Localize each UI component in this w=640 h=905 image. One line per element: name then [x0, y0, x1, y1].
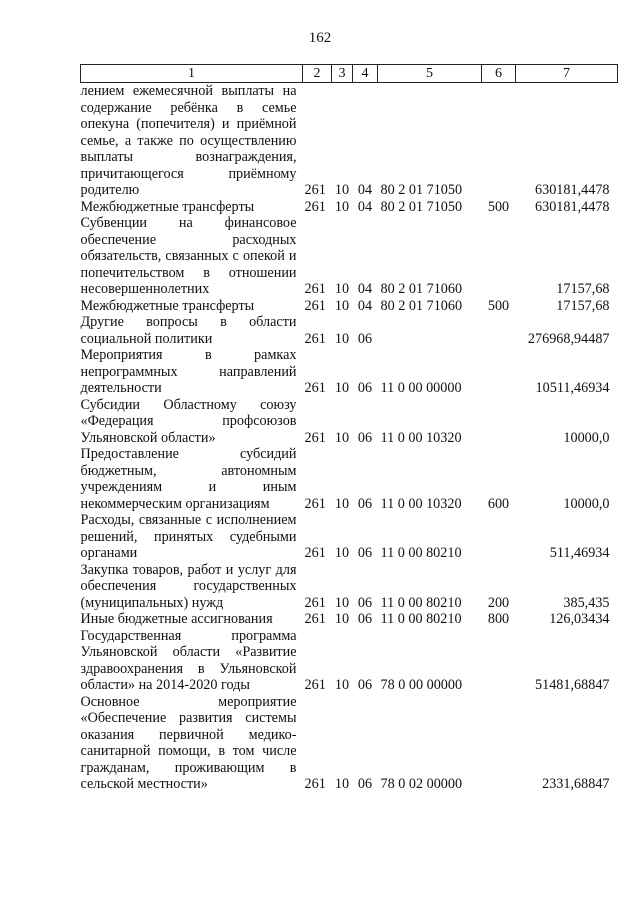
- page-number: 162: [308, 30, 332, 46]
- row-csr: 78 0 00 00000: [380, 677, 463, 693]
- row-name: Межбюджетные трансферты: [80, 297, 255, 314]
- row-sum: 10511,46934: [535, 380, 610, 396]
- row-name: Закупка товаров, работ и услуг для обеспечения государственных (муниципальных) нужд: [80, 561, 297, 611]
- row-csr: 11 0 00 10320: [380, 429, 462, 446]
- row-name: Мероприятия в рамках непрограммных направлений деятельности: [80, 347, 297, 396]
- row-rz: 10: [334, 545, 350, 561]
- row-vr: [482, 628, 516, 694]
- row-pr: 06: [357, 776, 373, 792]
- row-pr: 06: [357, 594, 373, 611]
- row-rz: 10: [334, 611, 350, 627]
- row-rz: 10: [334, 281, 350, 297]
- row-rz: 10: [334, 594, 350, 611]
- row-name: Межбюджетные трансферты: [80, 198, 255, 215]
- header-col-5: 5: [378, 65, 482, 83]
- row-pr: 06: [357, 330, 373, 347]
- row-sum: 51481,68847: [535, 677, 610, 693]
- row-csr: 11 0 00 80210: [380, 611, 462, 627]
- row-name: Предоставление субсидий бюджетным, автономным учреждениям и иным некоммерческим организациям: [80, 446, 297, 512]
- row-vr: 500: [487, 297, 510, 314]
- row-rz: 10: [334, 330, 350, 347]
- row-sum: 17157,68: [556, 281, 610, 297]
- header-col-2: 2: [303, 65, 332, 83]
- row-sum: 10000,0: [563, 495, 610, 512]
- row-gr: 261: [304, 594, 326, 611]
- row-csr: [378, 314, 482, 347]
- table-row: [81, 314, 618, 347]
- header-col-6: 6: [482, 65, 516, 83]
- row-sum: 630181,4478: [535, 198, 610, 215]
- row-csr: 80 2 01 71050: [380, 182, 463, 198]
- row-vr: [482, 512, 516, 562]
- row-rz: 10: [334, 495, 350, 512]
- row-pr: 04: [357, 297, 373, 314]
- budget-table: [80, 64, 618, 793]
- header-col-4: 4: [353, 65, 378, 83]
- row-name: Расходы, связанные с исполнением решений, принятых судебными органами: [80, 512, 297, 561]
- row-pr: 06: [357, 380, 373, 396]
- header-col-3: 3: [332, 65, 353, 83]
- row-csr: 80 2 01 71050: [380, 198, 463, 215]
- row-name: Государственная программа Ульяновской области «Развитие здравоохранения в Ульяновской области» на 2014-2020 годы: [80, 627, 297, 693]
- row-gr: 261: [304, 297, 326, 314]
- row-vr: 600: [487, 495, 510, 512]
- row-rz: 10: [334, 776, 350, 792]
- table-row: [81, 215, 618, 298]
- table-row: [81, 397, 618, 447]
- row-sum: 511,46934: [549, 545, 610, 561]
- row-vr: 500: [487, 198, 510, 215]
- row-gr: 261: [304, 198, 326, 215]
- table-body: [81, 83, 618, 793]
- row-name: лением ежемесячной выплаты на содержание ребёнка в семье опекуна (попечителя) и приёмной семье, а также по осуществлению выплаты вознаграждения, причитающегося приёмному родителю: [80, 83, 297, 198]
- table-row: [81, 347, 618, 397]
- table-row: [81, 512, 618, 562]
- row-vr: 800: [487, 611, 510, 627]
- row-rz: 10: [334, 429, 350, 446]
- row-rz: 10: [334, 297, 350, 314]
- row-sum: 630181,4478: [535, 182, 610, 198]
- row-rz: 10: [334, 198, 350, 215]
- row-sum: 126,03434: [549, 611, 610, 627]
- table-row: [81, 83, 618, 199]
- row-sum: 276968,94487: [527, 330, 610, 347]
- row-pr: 06: [357, 429, 373, 446]
- row-name: Субвенции на финансовое обеспечение расходных обязательств, связанных с опекой и попечительством в отношении несовершеннолетних: [80, 215, 297, 297]
- row-sum: 10000,0: [563, 429, 610, 446]
- row-pr: 06: [357, 611, 373, 627]
- row-csr: 11 0 00 00000: [380, 380, 462, 396]
- row-name: Субсидии Областному союзу «Федерация профсоюзов Ульяновской области»: [80, 396, 297, 446]
- row-gr: 261: [304, 380, 326, 396]
- row-gr: 261: [304, 182, 326, 198]
- row-name: Другие вопросы в области социальной политики: [80, 314, 297, 347]
- row-gr: 261: [304, 281, 326, 297]
- row-vr: [482, 347, 516, 397]
- row-vr: [482, 314, 516, 347]
- table-header: [81, 65, 618, 83]
- row-vr: [482, 397, 516, 447]
- row-sum: 385,435: [563, 594, 610, 611]
- row-pr: 04: [357, 198, 373, 215]
- table-row: [81, 298, 618, 315]
- row-pr: 06: [357, 677, 373, 693]
- row-csr: 78 0 02 00000: [380, 776, 463, 792]
- row-sum: 17157,68: [556, 297, 610, 314]
- table-row: [81, 628, 618, 694]
- row-gr: 261: [304, 776, 326, 792]
- row-pr: 06: [357, 495, 373, 512]
- table-row: [81, 694, 618, 793]
- row-name: Основное мероприятие «Обеспечение развития системы оказания первичной медико-санитарной помощи, в том числе гражданам, проживающим в сельской местности»: [80, 693, 297, 792]
- row-gr: 261: [304, 677, 326, 693]
- table-row: [81, 446, 618, 512]
- row-vr: 200: [487, 594, 510, 611]
- table-row: [81, 199, 618, 216]
- row-rz: 10: [334, 182, 350, 198]
- row-gr: 261: [304, 495, 326, 512]
- row-csr: 80 2 01 71060: [380, 297, 463, 314]
- table-row: [81, 611, 618, 628]
- row-gr: 261: [304, 429, 326, 446]
- row-pr: 06: [357, 545, 373, 561]
- row-rz: 10: [334, 380, 350, 396]
- row-gr: 261: [304, 330, 326, 347]
- row-name: Иные бюджетные ассигнования: [80, 611, 273, 627]
- row-csr: 11 0 00 10320: [380, 495, 462, 512]
- row-gr: 261: [304, 611, 326, 627]
- row-pr: 04: [357, 281, 373, 297]
- header-col-1: 1: [81, 65, 303, 83]
- row-vr: [482, 694, 516, 793]
- row-pr: 04: [357, 182, 373, 198]
- row-rz: 10: [334, 677, 350, 693]
- table-row: [81, 562, 618, 612]
- row-gr: 261: [304, 545, 326, 561]
- row-sum: 2331,68847: [542, 776, 610, 792]
- row-csr: 11 0 00 80210: [380, 545, 462, 561]
- row-vr: [482, 83, 516, 199]
- row-csr: 80 2 01 71060: [380, 281, 463, 297]
- row-vr: [482, 215, 516, 298]
- header-col-7: 7: [516, 65, 618, 83]
- row-csr: 11 0 00 80210: [380, 594, 462, 611]
